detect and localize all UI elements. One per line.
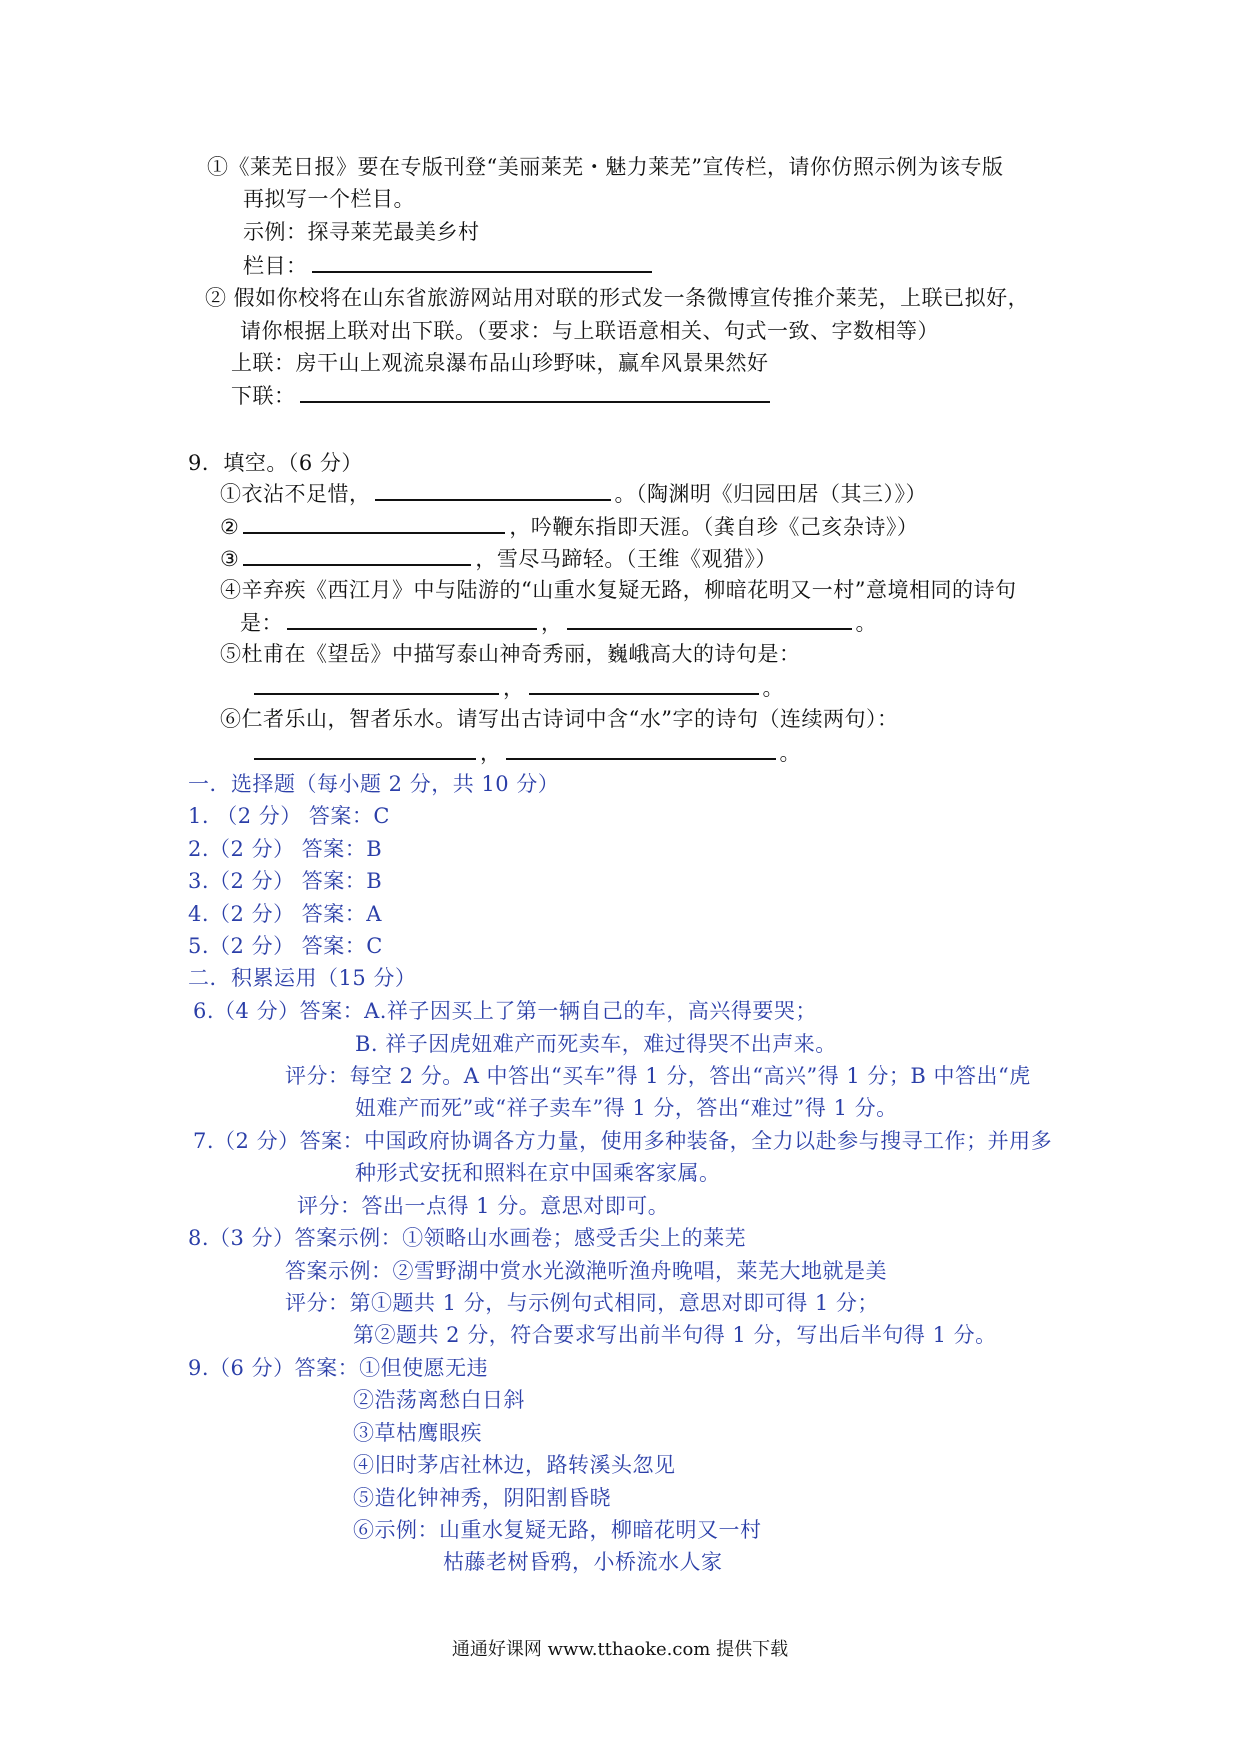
q9-item2: [220, 510, 918, 543]
page-footer: 通通好课网 www.tthaoke.com 提供下载: [451, 1639, 789, 1660]
q8-example: 示例：探寻莱芜最美乡村: [243, 220, 480, 244]
q9-item6-line1: ⑥仁者乐山，智者乐水。请写出古诗词中含“水”字的诗句（连续两句）：: [220, 707, 899, 731]
q8-column-line: [243, 249, 656, 282]
q9-item6-blank1: [254, 736, 476, 760]
answer-6-line1: 6.（4 分）答案：A.祥子因买上了第一辆自己的车，高兴得要哭；: [193, 999, 817, 1023]
q9-item5-blank1: [254, 671, 499, 695]
answer-1: 1. （2 分） 答案：C: [188, 804, 390, 828]
answer-section-1: 一．选择题（每小题 2 分，共 10 分）: [188, 772, 560, 796]
q9-item3-num: ③: [220, 547, 240, 571]
q9-item6-line2: [250, 736, 801, 769]
q9-item5-period: 。: [762, 676, 784, 700]
q8-lower-blank: [300, 379, 770, 403]
q9-item3-blank: [243, 542, 471, 566]
answer-5: 5.（2 分） 答案：C: [188, 934, 383, 958]
q8-lower-label: 下联：: [231, 384, 296, 408]
q9-item6-period: 。: [779, 741, 801, 765]
q9-item1-source: 。（陶渊明《归园田居（其三）》）: [614, 482, 927, 506]
q9-title: 9．填空。（6 分）: [188, 451, 363, 475]
q9-item5-comma: ，: [503, 676, 525, 700]
q9-item6-blank2: [506, 736, 776, 760]
q9-item1-text: ①衣沾不足惜，: [220, 482, 371, 506]
answer-9-line2: ②浩荡离愁白日斜: [353, 1388, 525, 1412]
answer-6-scoring2: 妞难产而死”或“祥子卖车”得 1 分，答出“难过”得 1 分。: [355, 1096, 898, 1120]
q9-item2-blank: [243, 510, 505, 534]
answer-8-line1: 8.（3 分）答案示例：①领略山水画卷；感受舌尖上的莱芜: [188, 1226, 747, 1250]
q9-item4-blank2: [567, 606, 852, 630]
answer-9-line3: ③草枯鹰眼疾: [353, 1421, 482, 1445]
answer-8-scoring2: 第②题共 2 分，符合要求写出前半句得 1 分，写出后半句得 1 分。: [353, 1323, 997, 1347]
answer-9-line1: 9.（6 分）答案：①但使愿无违: [188, 1356, 489, 1380]
q9-item6-comma: ，: [480, 741, 502, 765]
answer-6-scoring1: 评分：每空 2 分。A 中答出“买车”得 1 分，答出“高兴”得 1 分；B 中答出“虎: [285, 1064, 1031, 1088]
answer-7-scoring: 评分：答出一点得 1 分。意思对即可。: [297, 1194, 670, 1218]
q8-sub2-line1: ② 假如你校将在山东省旅游网站用对联的形式发一条微博宣传推介莱芜，上联已拟好，: [205, 286, 1030, 310]
answer-section-2: 二．积累运用（15 分）: [188, 966, 417, 990]
q9-item5-line1: ⑤杜甫在《望岳》中描写泰山神奇秀丽，巍峨高大的诗句是：: [220, 642, 801, 666]
q9-item1-blank: [375, 477, 611, 501]
answer-6-line2: B. 祥子因虎妞难产而死卖车，难过得哭不出声来。: [355, 1032, 837, 1056]
q8-sub2-line2: 请你根据上联对出下联。（要求：与上联语意相关、句式一致、字数相等）: [240, 319, 939, 343]
q9-item3-text: ，雪尽马蹄轻。（王维《观猎》）: [475, 547, 777, 571]
q9-item2-text: ，吟鞭东指即天涯。（龚自珍《己亥杂诗》）: [509, 515, 919, 539]
q9-item5-blank2: [529, 671, 759, 695]
answer-9-line4: ④旧时茅店社林边，路转溪头忽见: [353, 1453, 676, 1477]
answer-8-scoring1: 评分：第①题共 1 分，与示例句式相同，意思对即可得 1 分；: [285, 1291, 879, 1315]
answer-7-line2: 种形式安抚和照料在京中国乘客家属。: [355, 1161, 721, 1185]
answer-9-line7: 枯藤老树昏鸦，小桥流水人家: [443, 1550, 723, 1574]
q9-item4-line1: ④辛弃疾《西江月》中与陆游的“山重水复疑无路，柳暗花明又一村”意境相同的诗句: [220, 578, 1017, 602]
q9-item3: [220, 542, 777, 575]
answer-7-line1: 7.（2 分）答案：中国政府协调各方力量，使用多种装备，全力以赴参与搜寻工作；并用多: [193, 1129, 1053, 1153]
q9-item4-line2: [240, 606, 877, 639]
q9-item2-num: ②: [220, 515, 240, 539]
q8-sub1-line1: ①《莱芜日报》要在专版刊登“美丽莱芜・魅力莱芜”宣传栏，请你仿照示例为该专版: [207, 155, 1004, 179]
q9-item4-comma: ，: [541, 611, 563, 635]
q9-item4-blank1: [287, 606, 537, 630]
q8-sub1-line2: 再拟写一个栏目。: [243, 187, 415, 211]
q9-item1: [220, 477, 927, 510]
answer-9-line5: ⑤造化钟神秀，阴阳割昏晓: [353, 1486, 611, 1510]
q9-item4-period: 。: [855, 611, 877, 635]
q9-item4-lead: 是：: [240, 611, 283, 635]
q8-lower-line: [231, 379, 774, 412]
q8-column-blank: [312, 249, 652, 273]
answer-9-line6: ⑥示例：山重水复疑无路，柳暗花明又一村: [353, 1518, 762, 1542]
answer-2: 2.（2 分） 答案：B: [188, 837, 383, 861]
q8-column-label: 栏目：: [243, 254, 308, 278]
q8-upper-couplet: 上联：房干山上观流泉瀑布品山珍野味，赢牟风景果然好: [231, 351, 769, 375]
answer-8-line2: 答案示例：②雪野湖中赏水光潋滟听渔舟晚唱，莱芜大地就是美: [285, 1259, 887, 1283]
q9-item5-line2: [250, 671, 784, 704]
answer-4: 4.（2 分） 答案：A: [188, 902, 382, 926]
answer-3: 3.（2 分） 答案：B: [188, 869, 383, 893]
